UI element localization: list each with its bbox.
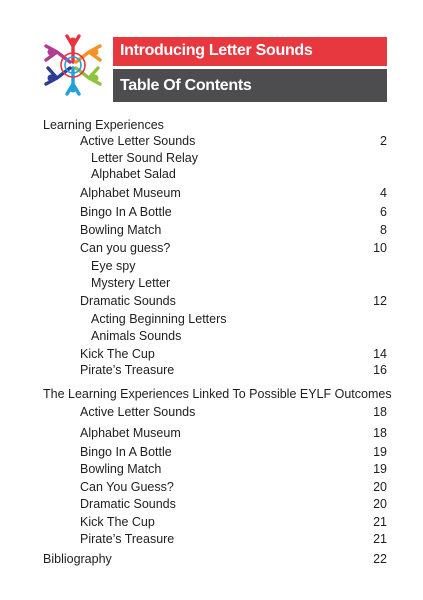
toc-subentry (0, 258, 423, 275)
toc-entry (0, 404, 423, 421)
toc-entry-text: Alphabet Museum (80, 186, 181, 200)
toc-entry (0, 514, 423, 531)
toc-entry-text: Pirate’s Treasure (80, 532, 175, 546)
toc-entry (0, 204, 423, 221)
toc-entry (0, 222, 423, 239)
toc-page-number: 20 (373, 480, 387, 494)
toc-entry (0, 346, 423, 363)
toc-entry (0, 240, 423, 257)
subtitle-banner (113, 69, 387, 102)
toc-entry-text: Bibliography (43, 552, 112, 566)
toc-page-number: 19 (373, 445, 387, 459)
toc-entry-text: Alphabet Salad (91, 167, 176, 181)
toc-subentry (0, 328, 423, 345)
toc-entry-text: Kick The Cup (80, 515, 155, 529)
toc-page-number: 19 (373, 462, 387, 476)
toc-entry (0, 293, 423, 310)
toc-entry-text: Dramatic Sounds (80, 497, 176, 511)
toc-page-number: 16 (373, 363, 387, 377)
toc-entry-text: Letter Sound Relay (91, 151, 199, 165)
toc-entry-text: Active Letter Sounds (80, 134, 196, 148)
toc-entry (0, 461, 423, 478)
toc-page-number: 20 (373, 497, 387, 511)
toc-subentry (0, 311, 423, 328)
toc-section-heading (0, 386, 423, 403)
toc-entry-text: Bingo In A Bottle (80, 205, 172, 219)
toc-entry-text: Alphabet Museum (80, 426, 181, 440)
toc-entry (0, 425, 423, 442)
toc-entry-text: Animals Sounds (91, 329, 182, 343)
toc-subentry (0, 150, 423, 167)
toc-page-number: 21 (373, 532, 387, 546)
toc-entry-text: Mystery Letter (91, 276, 171, 290)
page-title: Introducing Letter Sounds (120, 42, 313, 59)
toc-entry (0, 496, 423, 513)
toc-entry-text: Learning Experiences (43, 118, 164, 132)
toc-subentry (0, 275, 423, 292)
toc-entry-text: Bowling Match (80, 223, 162, 237)
toc-entry-text: Bowling Match (80, 462, 162, 476)
toc-page-number: 10 (373, 241, 387, 255)
toc-entry (0, 531, 423, 548)
toc-section-heading (0, 551, 423, 568)
toc-page-number: 18 (373, 426, 387, 440)
toc-entry-text: Can You Guess? (80, 480, 174, 494)
toc-section-heading (0, 117, 423, 134)
toc-entry-text: The Learning Experiences Linked To Possible EYLF Outcomes (43, 387, 392, 401)
toc-page-number: 22 (373, 552, 387, 566)
toc-entry-text: Eye spy (91, 259, 136, 273)
toc-entry-text: Kick The Cup (80, 347, 155, 361)
toc-page-number: 2 (380, 134, 387, 148)
toc-page-number: 14 (373, 347, 387, 361)
toc-entry-text: Bingo In A Bottle (80, 445, 172, 459)
people-circle-logo (40, 32, 106, 98)
toc-entry (0, 133, 423, 150)
toc-page-number: 4 (380, 186, 387, 200)
toc-page-number: 21 (373, 515, 387, 529)
toc-page-number: 6 (380, 205, 387, 219)
toc-subentry (0, 166, 423, 183)
toc-entry-text: Acting Beginning Letters (91, 312, 227, 326)
toc-page-number: 12 (373, 294, 387, 308)
toc-entry (0, 479, 423, 496)
toc-entry (0, 362, 423, 379)
toc-entry-text: Active Letter Sounds (80, 405, 196, 419)
page-subtitle: Table Of Contents (120, 77, 252, 94)
toc-entry-text: Pirate’s Treasure (80, 363, 175, 377)
toc-page-number: 8 (380, 223, 387, 237)
toc-entry (0, 185, 423, 202)
title-banner (113, 37, 387, 66)
toc-entry-text: Dramatic Sounds (80, 294, 176, 308)
toc-entry (0, 444, 423, 461)
toc-entry-text: Can you guess? (80, 241, 171, 255)
toc-page-number: 18 (373, 405, 387, 419)
